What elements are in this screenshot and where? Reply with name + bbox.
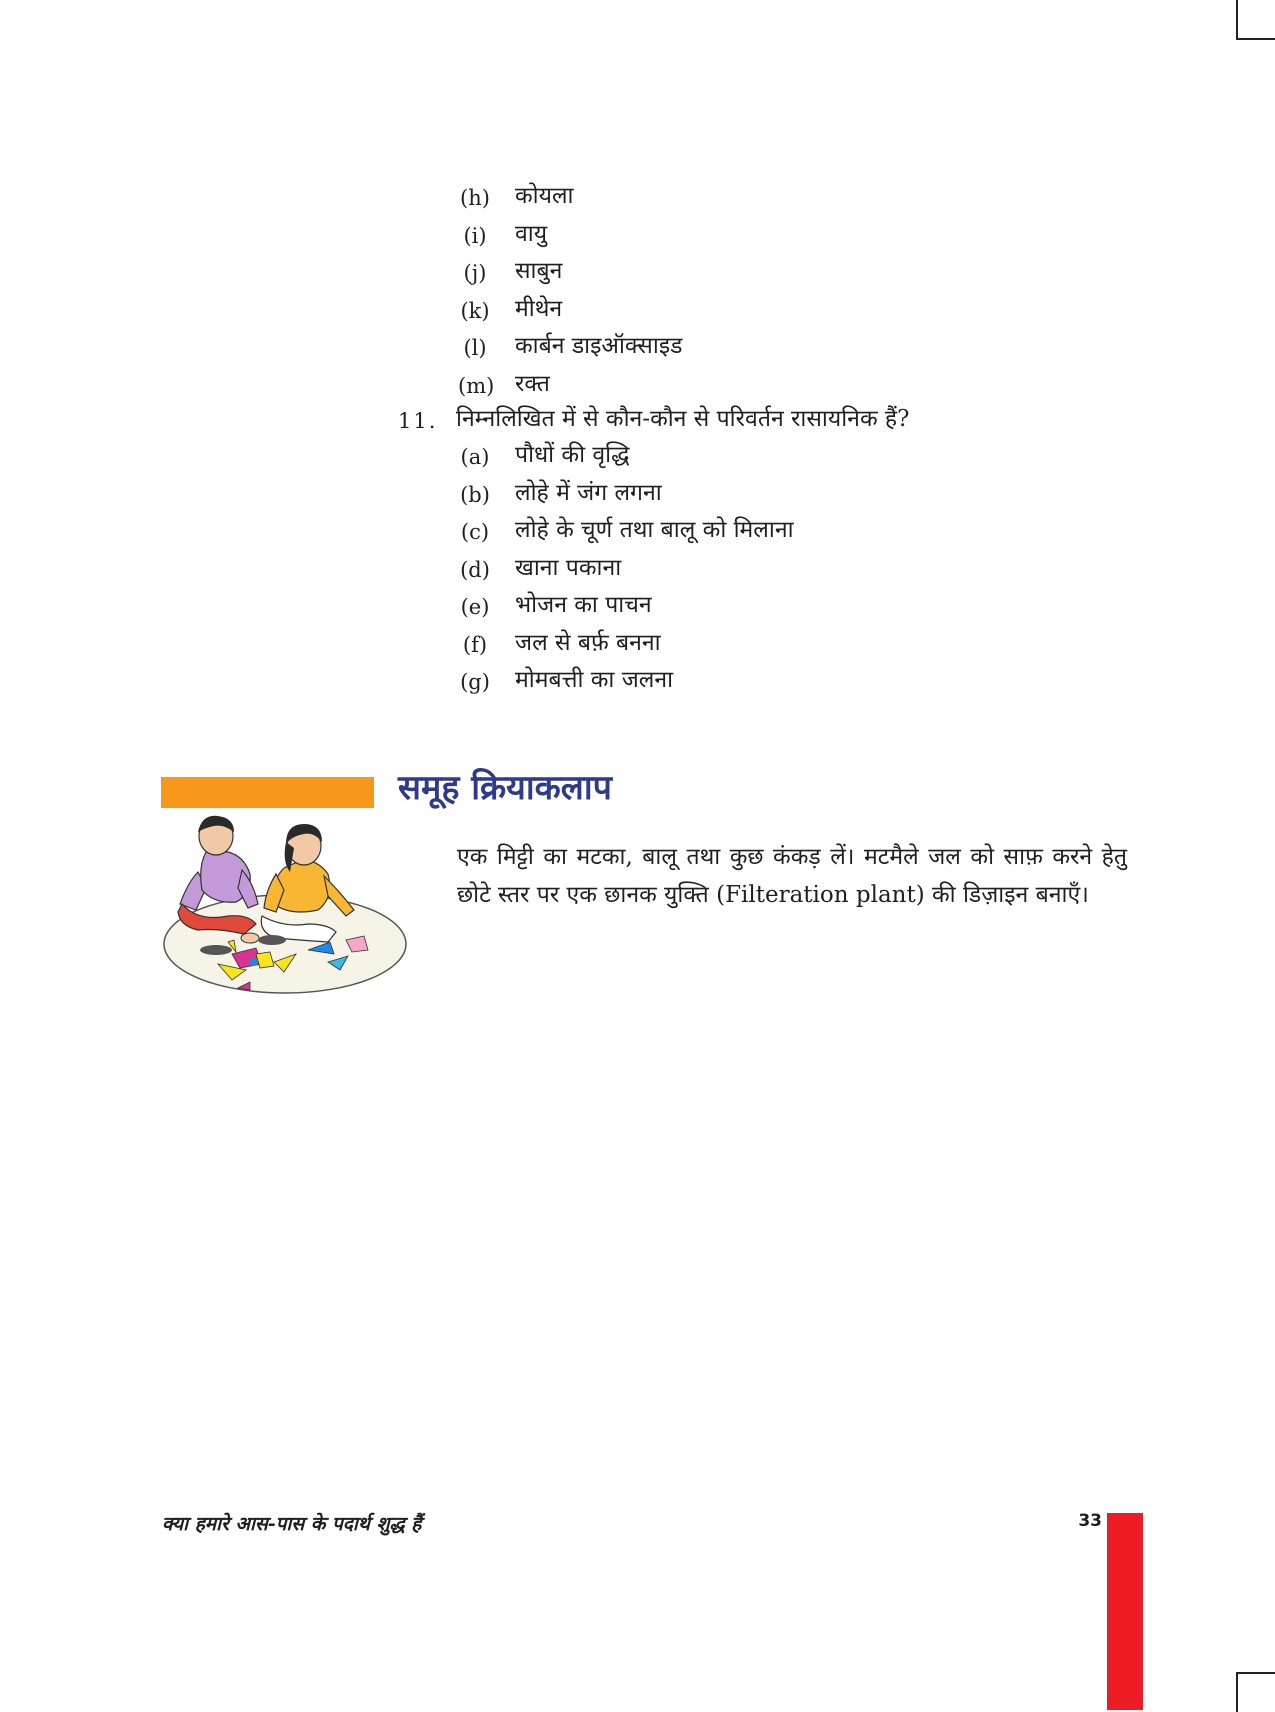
item-marker: (i) — [463, 223, 487, 248]
activity-heading: समूह क्रियाकलाप — [398, 768, 612, 808]
item-text: खाना पकाना — [515, 554, 622, 581]
item-text: जल से बर्फ़ बनना — [515, 629, 661, 656]
item-marker: (k) — [460, 298, 490, 323]
activity-accent-bar — [161, 777, 374, 808]
page-edge-tab — [1107, 1513, 1143, 1710]
item-marker: (b) — [460, 482, 490, 507]
item-text: लोहे में जंग लगना — [515, 479, 662, 506]
page-number: 33 — [1078, 1511, 1102, 1531]
item-text: मीथेन — [515, 295, 563, 322]
question-number: 11. — [398, 409, 438, 433]
item-text: कोयला — [515, 183, 574, 209]
item-text: पौधों की वृद्धि — [515, 442, 630, 468]
item-marker: (d) — [460, 557, 490, 582]
question-text: निम्नलिखित में से कौन-कौन से परिवर्तन रासायनिक हैं? — [456, 406, 910, 432]
item-text: मोमबत्ती का जलना — [515, 667, 674, 693]
item-marker: (a) — [460, 445, 490, 469]
item-marker: (e) — [460, 595, 490, 619]
item-text: साबुन — [515, 258, 563, 284]
item-marker: (h) — [460, 186, 490, 210]
item-text: कार्बन डाइऑक्साइड — [515, 333, 683, 359]
item-marker: (l) — [463, 336, 487, 360]
item-marker: (j) — [463, 261, 487, 285]
item-marker: (m) — [458, 373, 495, 398]
item-marker: (g) — [460, 670, 490, 694]
activity-text: एक मिट्टी का मटका, बालू तथा कुछ कंकड़ लें। मटमैले जल को साफ़ करने हेतु छोटे स्तर पर एक छानक युक्ति (Filteration plant) की डिज़ाइन बनाएँ। — [457, 844, 1127, 908]
item-marker: (f) — [462, 632, 488, 657]
item-text: वायु — [515, 220, 548, 247]
item-text: भोजन का पाचन — [515, 592, 652, 618]
footer-chapter-title: क्या हमारे आस-पास के पदार्थ शुद्ध हैं — [162, 1513, 422, 1535]
children-playing-illustration — [158, 812, 408, 998]
crop-mark-bottom — [1236, 1672, 1275, 1712]
crop-mark-top — [1236, 0, 1275, 40]
item-text: रक्त — [515, 370, 550, 397]
item-marker: (c) — [460, 520, 490, 544]
item-text: लोहे के चूर्ण तथा बालू को मिलाना — [515, 517, 794, 543]
